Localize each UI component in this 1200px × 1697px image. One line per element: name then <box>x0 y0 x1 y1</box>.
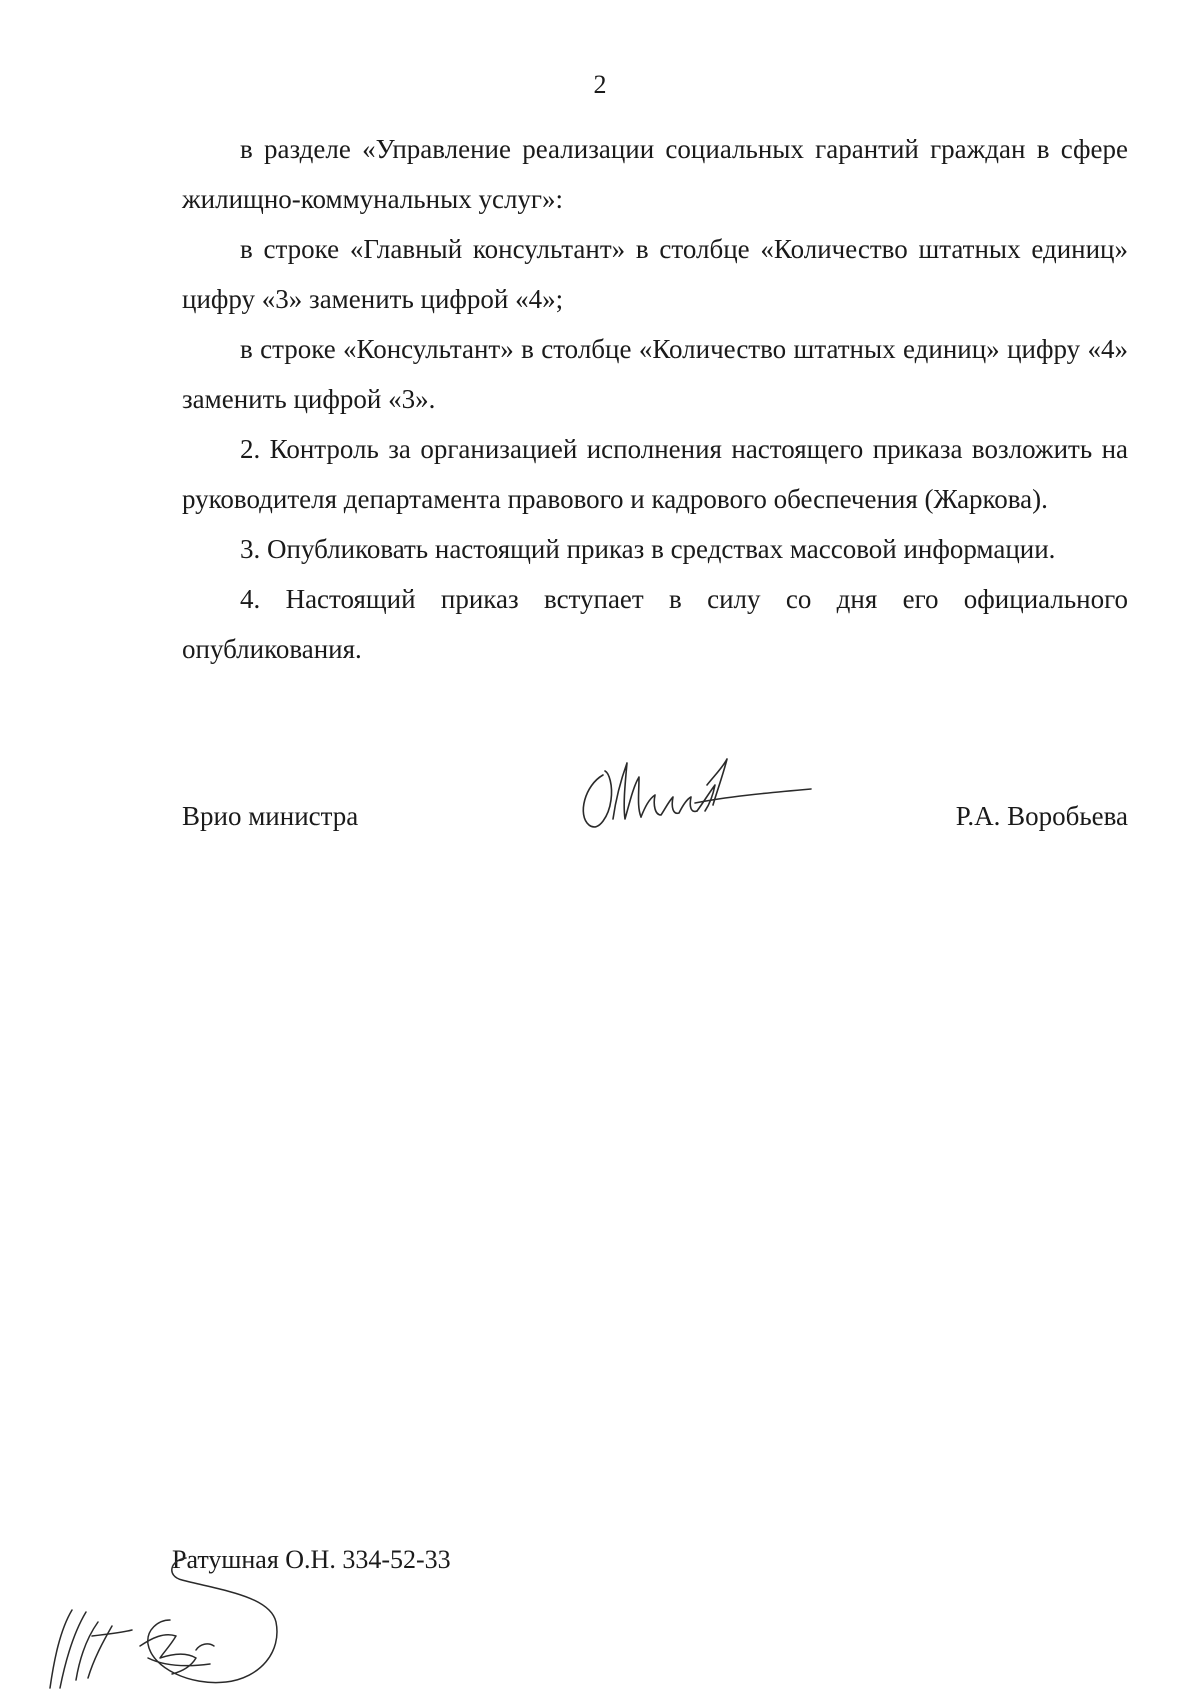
signature-block <box>182 796 1128 836</box>
paragraph-entry-into-force: 4. Настоящий приказ вступает в силу со дня его официального опубликования. <box>182 584 1128 664</box>
document-body <box>182 124 1128 674</box>
paragraph-consultant-change: в строке «Консультант» в столбце «Количество штатных единиц» цифру «4» заменить цифрой «3». <box>182 334 1128 414</box>
signatory-name: Р.А. Воробьева <box>955 801 1128 831</box>
signatory-position: Врио министра <box>182 801 359 831</box>
executor-contact: Ратушная О.Н. 334-52-33 <box>172 1545 451 1574</box>
approval-initials <box>20 1540 300 1690</box>
paragraph-section-reference: в разделе «Управление реализации социальных гарантий граждан в сфере жилищно-коммунальных услуг»: <box>182 134 1128 214</box>
paragraph-chief-consultant-change: в строке «Главный консультант» в столбце «Количество штатных единиц» цифру «3» заменить цифрой «4»; <box>182 234 1128 314</box>
paragraph-control-assignment: 2. Контроль за организацией исполнения настоящего приказа возложить на руководителя департамента правового и кадрового обеспечения (Жаркова). <box>182 434 1128 514</box>
paragraph-publication: 3. Опубликовать настоящий приказ в средствах массовой информации. <box>240 534 1056 564</box>
page-number: 2 <box>593 70 607 99</box>
